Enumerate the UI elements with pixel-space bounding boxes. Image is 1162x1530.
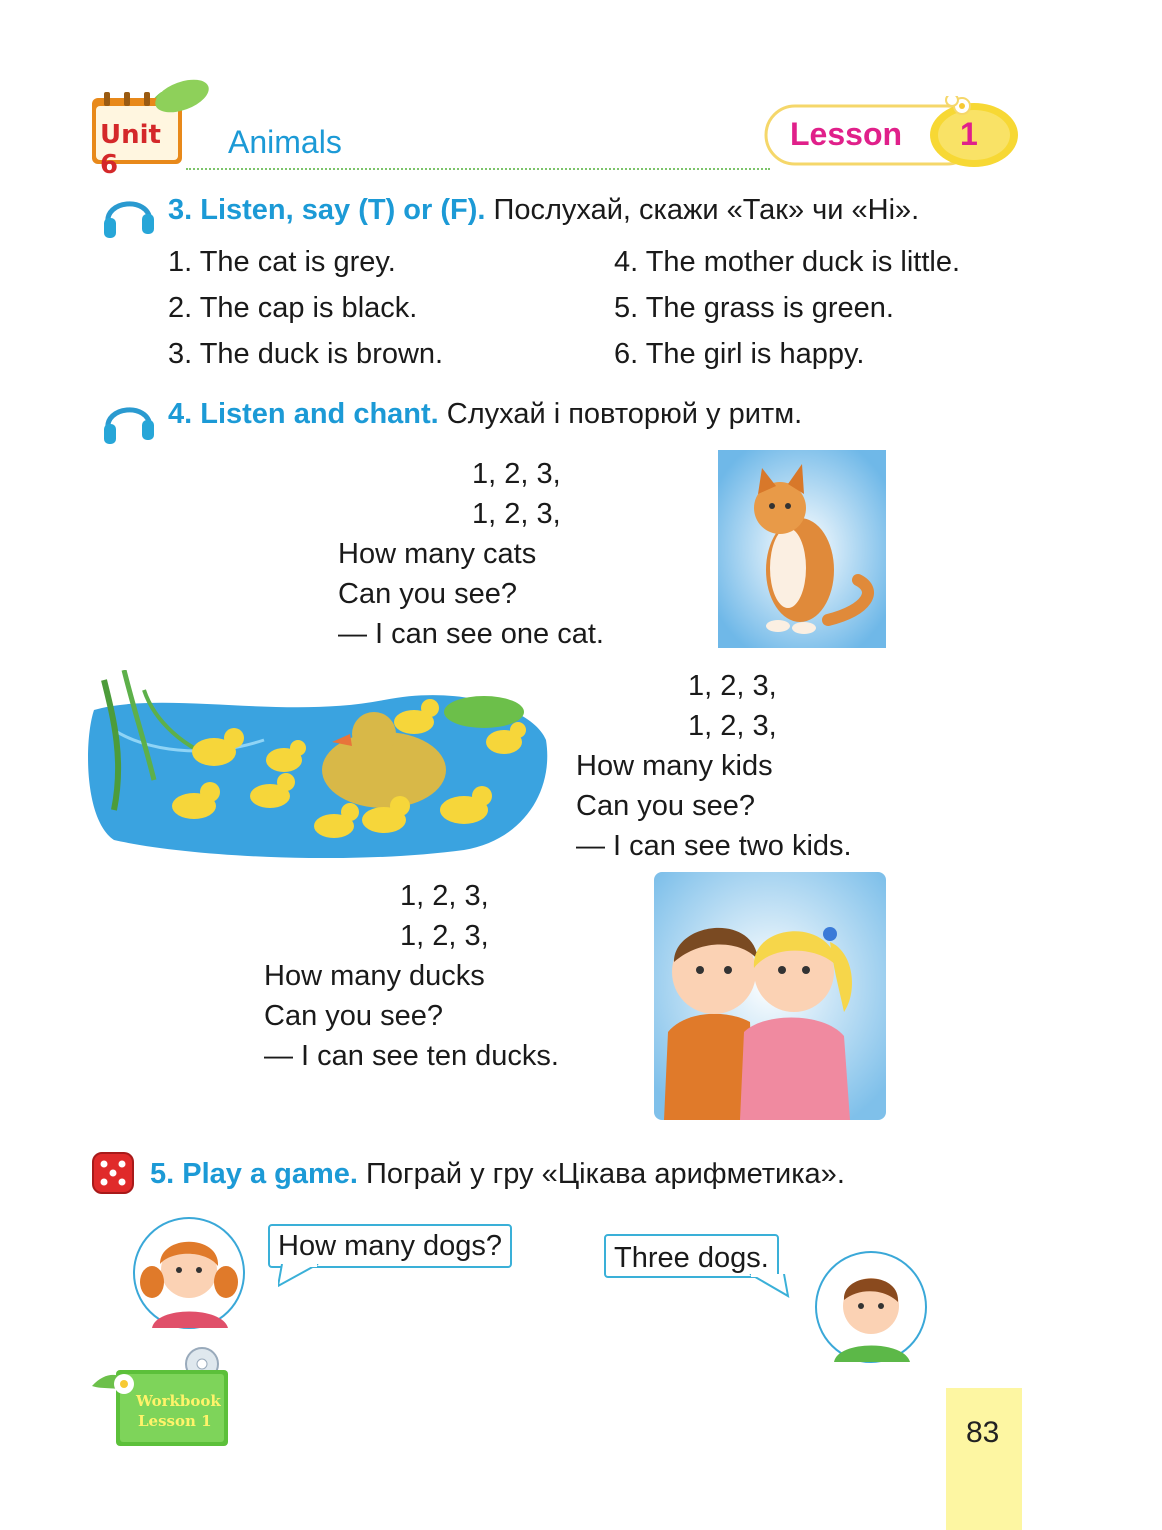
- chant-line: How many cats: [338, 538, 537, 570]
- chant-line: 1, 2, 3,: [400, 880, 489, 912]
- list-item: 1. The cat is grey.: [168, 246, 396, 278]
- exercise-4-instruction: Слухай і повторюй у ритм.: [446, 398, 803, 430]
- chant-line: 1, 2, 3,: [688, 670, 777, 702]
- headphones-icon[interactable]: [100, 192, 156, 240]
- exercise-5-instruction: Пограй у гру «Цікава арифметика».: [366, 1158, 845, 1190]
- exercise-3-title: 3. Listen, say (T) or (F).: [168, 194, 486, 226]
- exercise-4-heading: [168, 398, 802, 431]
- chant-line: 1, 2, 3,: [472, 458, 561, 490]
- lesson-label: Lesson: [790, 116, 903, 152]
- chant-line: Can you see?: [338, 578, 517, 610]
- speech-bubble-left-tail: [278, 1264, 328, 1288]
- chant-line: — I can see two kids.: [576, 830, 852, 862]
- speech-bubble-left-text: How many dogs?: [278, 1230, 503, 1262]
- chant-line: 1, 2, 3,: [400, 920, 489, 952]
- exercise-5-title: 5. Play a game.: [150, 1158, 358, 1190]
- chant-line: How many kids: [576, 750, 773, 782]
- page-number: 83: [966, 1416, 1000, 1449]
- exercise-3-heading: [168, 194, 919, 227]
- workbook-line1: Workbook: [136, 1392, 221, 1410]
- exercise-5-heading: [150, 1158, 845, 1191]
- page-number-bar: [946, 1388, 1022, 1530]
- exercise-4-title: 4. Listen and chant.: [168, 398, 439, 430]
- avatar-girl: [132, 1216, 246, 1330]
- list-item: 6. The girl is happy.: [614, 338, 865, 370]
- speech-bubble-right-text: Three dogs.: [614, 1242, 769, 1274]
- chant-line: 1, 2, 3,: [688, 710, 777, 742]
- list-item: 4. The mother duck is little.: [614, 246, 961, 278]
- list-item: 3. The duck is brown.: [168, 338, 444, 370]
- header-divider: [186, 168, 770, 170]
- ducks-illustration: [84, 670, 552, 858]
- kids-illustration: [654, 872, 886, 1120]
- list-item: 2. The cap is black.: [168, 292, 418, 324]
- headphones-icon[interactable]: [100, 398, 156, 446]
- speech-bubble-right-tail: [744, 1274, 794, 1298]
- chant-line: — I can see ten ducks.: [264, 1040, 559, 1072]
- lesson-number: 1: [960, 116, 978, 152]
- speech-bubble-left: [268, 1224, 512, 1268]
- workbook-book[interactable]: [90, 1346, 232, 1450]
- unit-label: Unit 6: [100, 120, 161, 180]
- list-item: 5. The grass is green.: [614, 292, 894, 324]
- leaf-decoration: [150, 74, 212, 120]
- chant-line: — I can see one cat.: [338, 618, 604, 650]
- chant-line: How many ducks: [264, 960, 485, 992]
- avatar-boy: [814, 1250, 928, 1364]
- chant-line: Can you see?: [576, 790, 755, 822]
- exercise-3-instruction: Послухай, скажи «Так» чи «Ні».: [493, 194, 920, 226]
- unit-title: Animals: [228, 124, 342, 160]
- speech-bubble-right: [604, 1234, 779, 1278]
- dice-icon[interactable]: [90, 1150, 136, 1196]
- chant-line: 1, 2, 3,: [472, 498, 561, 530]
- chant-line: Can you see?: [264, 1000, 443, 1032]
- lesson-badge: [764, 96, 1020, 172]
- cat-illustration: [718, 450, 886, 648]
- workbook-line2: Lesson 1: [138, 1412, 212, 1430]
